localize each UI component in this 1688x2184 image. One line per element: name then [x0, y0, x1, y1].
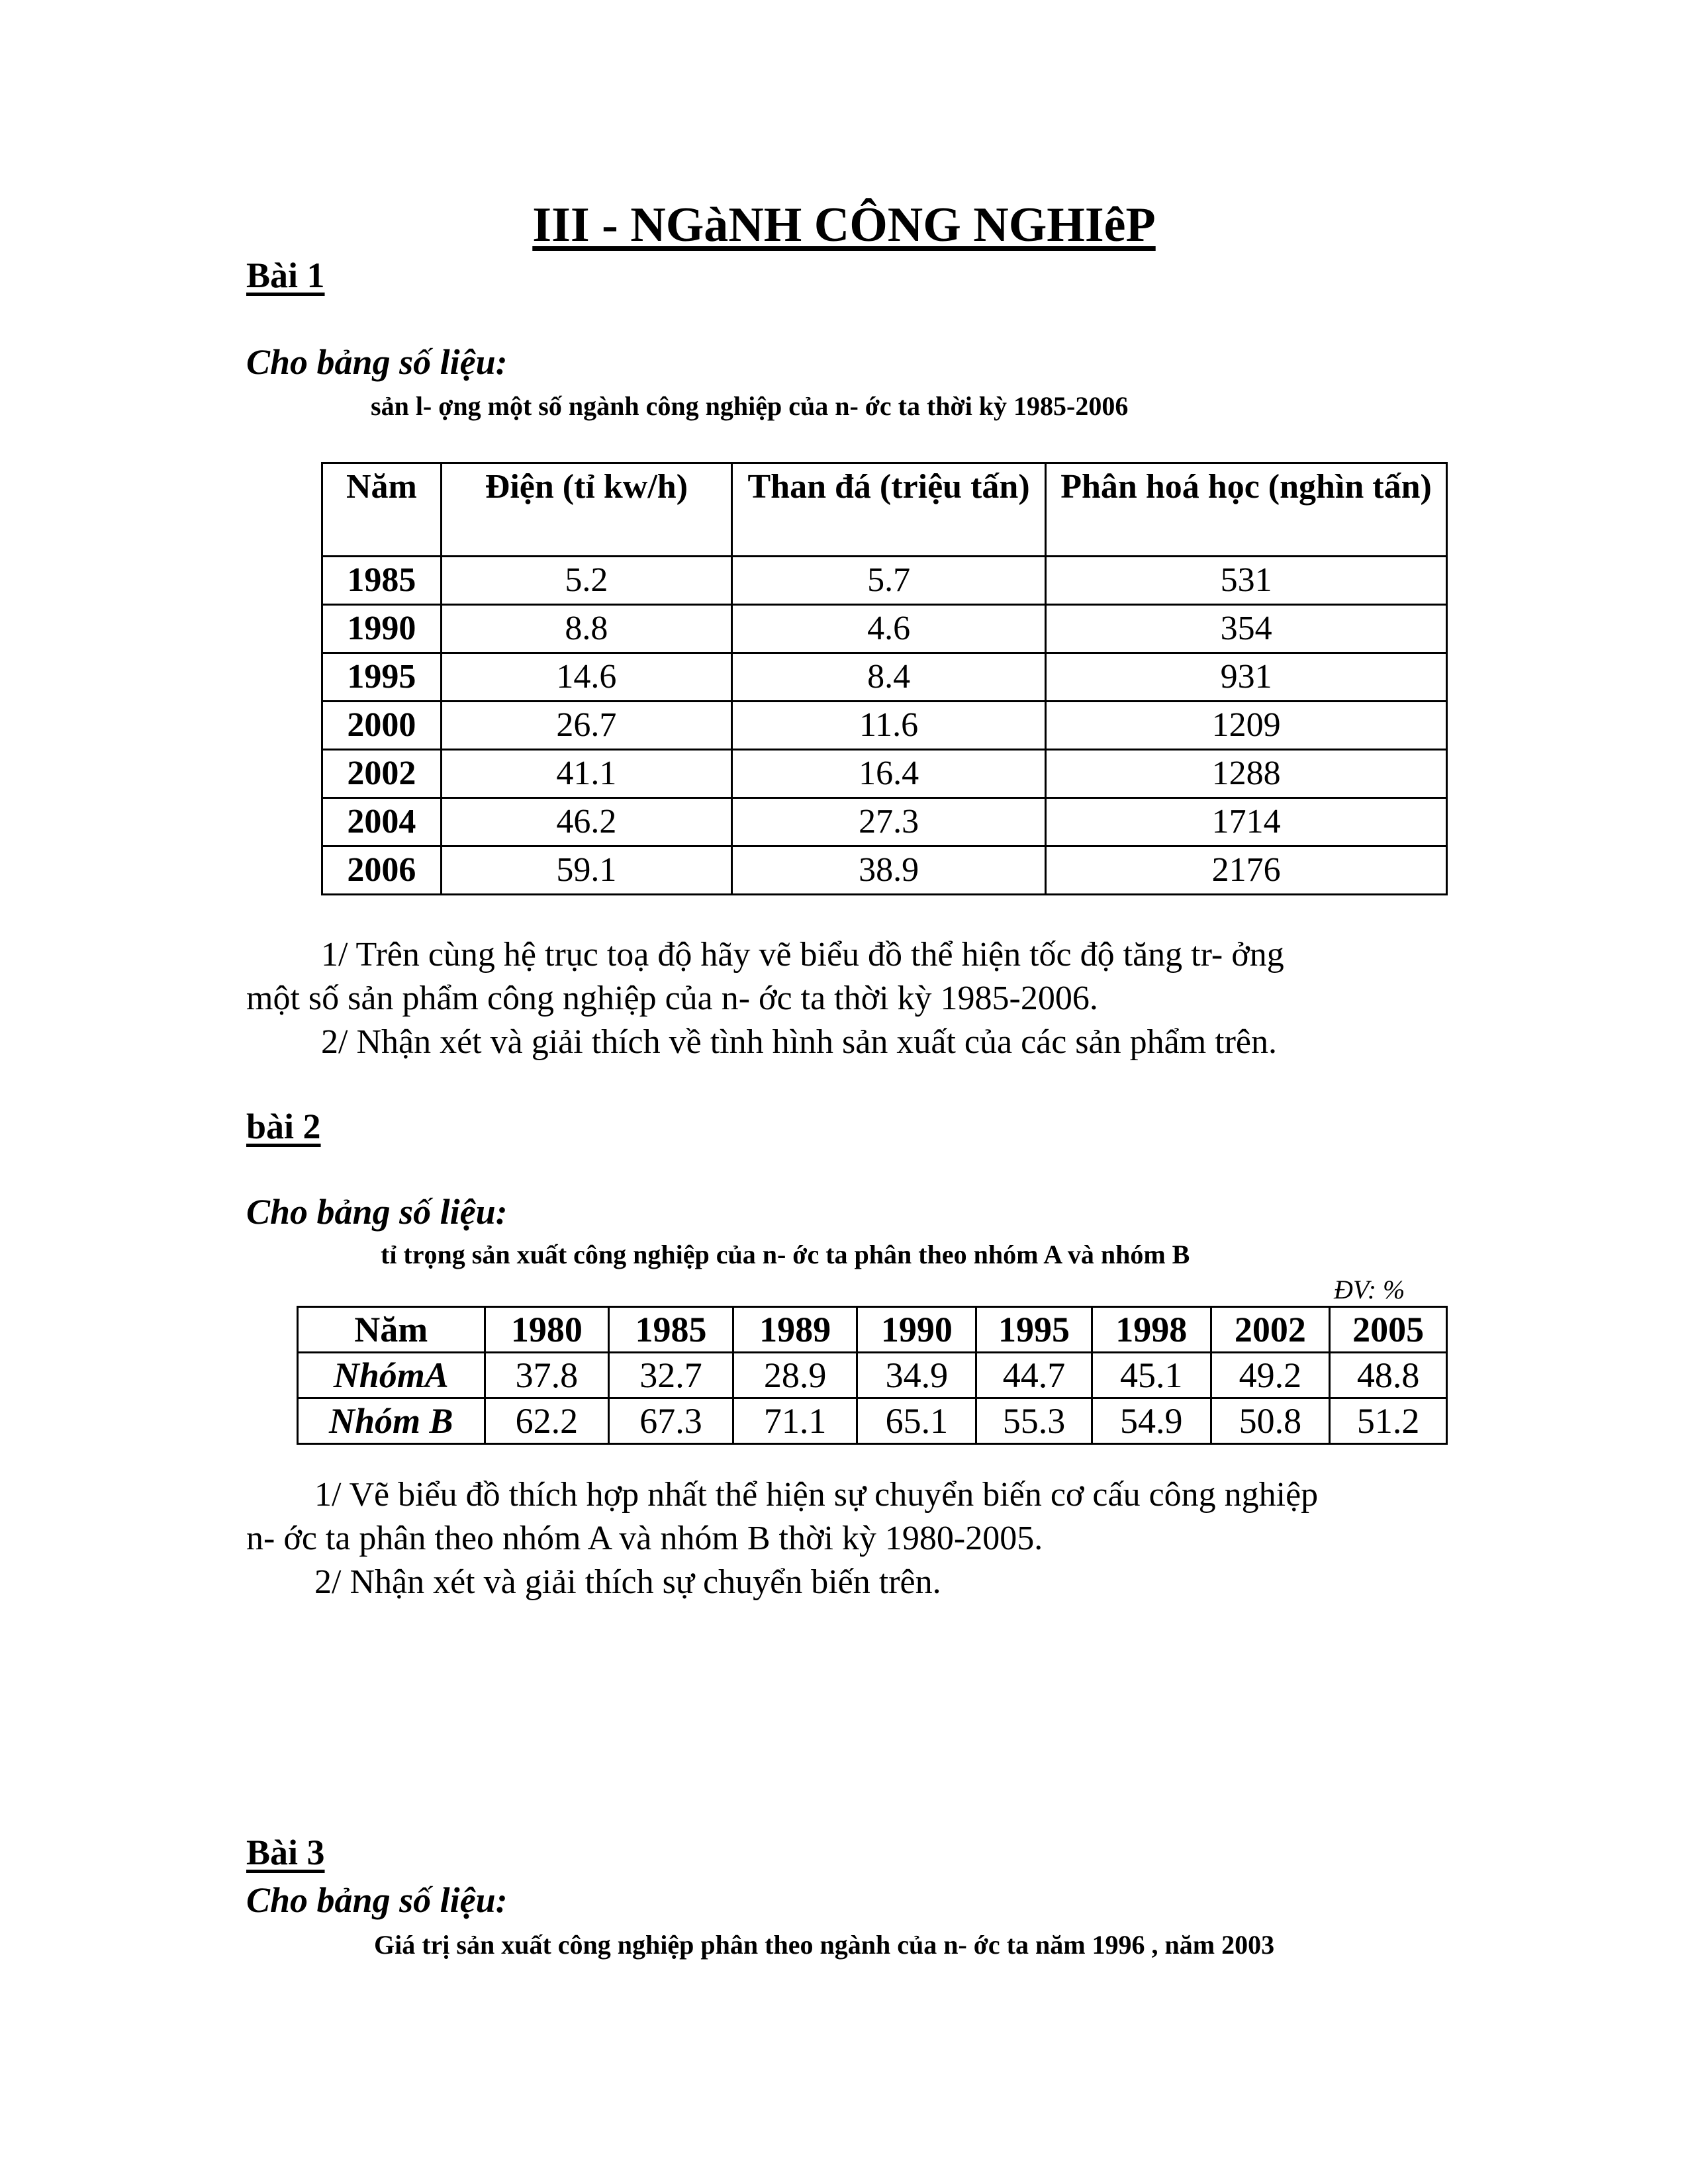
- bai2-question-1-line-1: 1/ Vẽ biểu đồ thích hợp nhất thể hiện sự chuyển biến cơ cấu công nghiệp: [314, 1476, 1319, 1514]
- bai1-caption: sản l- ợng một số ngành công nghiệp của n- ớc ta thời kỳ 1985-2006: [371, 391, 1129, 421]
- bai3-caption: Giá trị sản xuất công nghiệp phân theo ngành của n- ớc ta năm 1996 , năm 2003: [374, 1930, 1275, 1960]
- year-cell: 2006: [322, 846, 442, 895]
- table-row: [322, 702, 1447, 750]
- bai2-question-1-line-2: n- ớc ta phân theo nhóm A và nhóm B thời kỳ 1980-2005.: [246, 1520, 1043, 1557]
- year-cell: 2002: [322, 750, 442, 798]
- year-cell: 2000: [322, 702, 442, 750]
- table-cell: 27.3: [732, 798, 1046, 846]
- bai2-intro: Cho bảng số liệu:: [246, 1192, 508, 1232]
- table-cell: 67.3: [609, 1398, 733, 1444]
- header-cell: 1980: [485, 1307, 609, 1353]
- bai2-heading: bài 2: [246, 1107, 321, 1146]
- header-cell: Năm: [298, 1307, 485, 1353]
- industry-share-table: [297, 1306, 1448, 1445]
- table-cell: 65.1: [857, 1398, 976, 1444]
- table-cell: 1209: [1046, 702, 1447, 750]
- table-cell: 38.9: [732, 846, 1046, 895]
- bai2-question-2: 2/ Nhận xét và giải thích sự chuyển biến trên.: [314, 1563, 941, 1601]
- bai1-heading: Bài 1: [246, 255, 325, 295]
- year-cell: 1990: [322, 605, 442, 653]
- table-cell: 1714: [1046, 798, 1447, 846]
- table-cell: 49.2: [1211, 1353, 1330, 1398]
- table-cell: 34.9: [857, 1353, 976, 1398]
- table-row: [322, 557, 1447, 605]
- header-cell: Năm: [322, 463, 442, 557]
- header-cell: 1995: [976, 1307, 1092, 1353]
- group-cell: NhómA: [298, 1353, 485, 1398]
- table-cell: 4.6: [732, 605, 1046, 653]
- table-cell: 44.7: [976, 1353, 1092, 1398]
- year-cell: 2004: [322, 798, 442, 846]
- table-cell: 62.2: [485, 1398, 609, 1444]
- table-header-row: [322, 463, 1447, 557]
- table-cell: 354: [1046, 605, 1447, 653]
- table-cell: 71.1: [733, 1398, 857, 1444]
- table-row: [322, 846, 1447, 895]
- header-cell: 1989: [733, 1307, 857, 1353]
- table-cell: 32.7: [609, 1353, 733, 1398]
- table-cell: 11.6: [732, 702, 1046, 750]
- table-cell: 931: [1046, 653, 1447, 702]
- table-cell: 59.1: [441, 846, 731, 895]
- group-cell: Nhóm B: [298, 1398, 485, 1444]
- table-row: [322, 605, 1447, 653]
- bai1-intro: Cho bảng số liệu:: [246, 342, 508, 382]
- year-cell: 1995: [322, 653, 442, 702]
- bai3-heading: Bài 3: [246, 1833, 325, 1872]
- header-cell: Phân hoá học (nghìn tấn): [1046, 463, 1447, 557]
- bai1-question-1-line-2: một số sản phẩm công nghiệp của n- ớc ta thời kỳ 1985-2006.: [246, 979, 1098, 1017]
- table-cell: 5.7: [732, 557, 1046, 605]
- table-header-row: [298, 1307, 1447, 1353]
- table-cell: 41.1: [441, 750, 731, 798]
- table-cell: 28.9: [733, 1353, 857, 1398]
- table-cell: 54.9: [1092, 1398, 1211, 1444]
- header-cell: 1998: [1092, 1307, 1211, 1353]
- header-cell: 2002: [1211, 1307, 1330, 1353]
- header-cell: 1985: [609, 1307, 733, 1353]
- table-row: [298, 1353, 1447, 1398]
- header-cell: 1990: [857, 1307, 976, 1353]
- table-cell: 2176: [1046, 846, 1447, 895]
- table-row: [322, 750, 1447, 798]
- bai3-intro: Cho bảng số liệu:: [246, 1880, 508, 1920]
- table-cell: 8.4: [732, 653, 1046, 702]
- bai1-question-2: 2/ Nhận xét và giải thích về tình hình sản xuất của các sản phẩm trên.: [321, 1023, 1277, 1061]
- table-cell: 50.8: [1211, 1398, 1330, 1444]
- table-cell: 48.8: [1330, 1353, 1447, 1398]
- table-cell: 26.7: [441, 702, 731, 750]
- table-cell: 51.2: [1330, 1398, 1447, 1444]
- table-cell: 46.2: [441, 798, 731, 846]
- table-cell: 16.4: [732, 750, 1046, 798]
- table-cell: 5.2: [441, 557, 731, 605]
- production-table: [321, 462, 1448, 895]
- unit-label: ĐV: %: [1334, 1275, 1405, 1304]
- table-cell: 8.8: [441, 605, 731, 653]
- table-row: [322, 798, 1447, 846]
- bai2-caption: tỉ trọng sản xuất công nghiệp của n- ớc ta phân theo nhóm A và nhóm B: [381, 1240, 1190, 1269]
- table-row: [298, 1398, 1447, 1444]
- table-cell: 55.3: [976, 1398, 1092, 1444]
- header-cell: Than đá (triệu tấn): [732, 463, 1046, 557]
- table-cell: 1288: [1046, 750, 1447, 798]
- table-cell: 531: [1046, 557, 1447, 605]
- header-cell: 2005: [1330, 1307, 1447, 1353]
- table-cell: 37.8: [485, 1353, 609, 1398]
- table-cell: 45.1: [1092, 1353, 1211, 1398]
- table-row: [322, 653, 1447, 702]
- page-title: III - NGàNH CÔNG NGHIêP: [532, 198, 1156, 252]
- bai1-question-1-line-1: 1/ Trên cùng hệ trục toạ độ hãy vẽ biểu đồ thể hiện tốc độ tăng tr- ởng: [321, 936, 1284, 974]
- year-cell: 1985: [322, 557, 442, 605]
- header-cell: Điện (tỉ kw/h): [441, 463, 731, 557]
- table-cell: 14.6: [441, 653, 731, 702]
